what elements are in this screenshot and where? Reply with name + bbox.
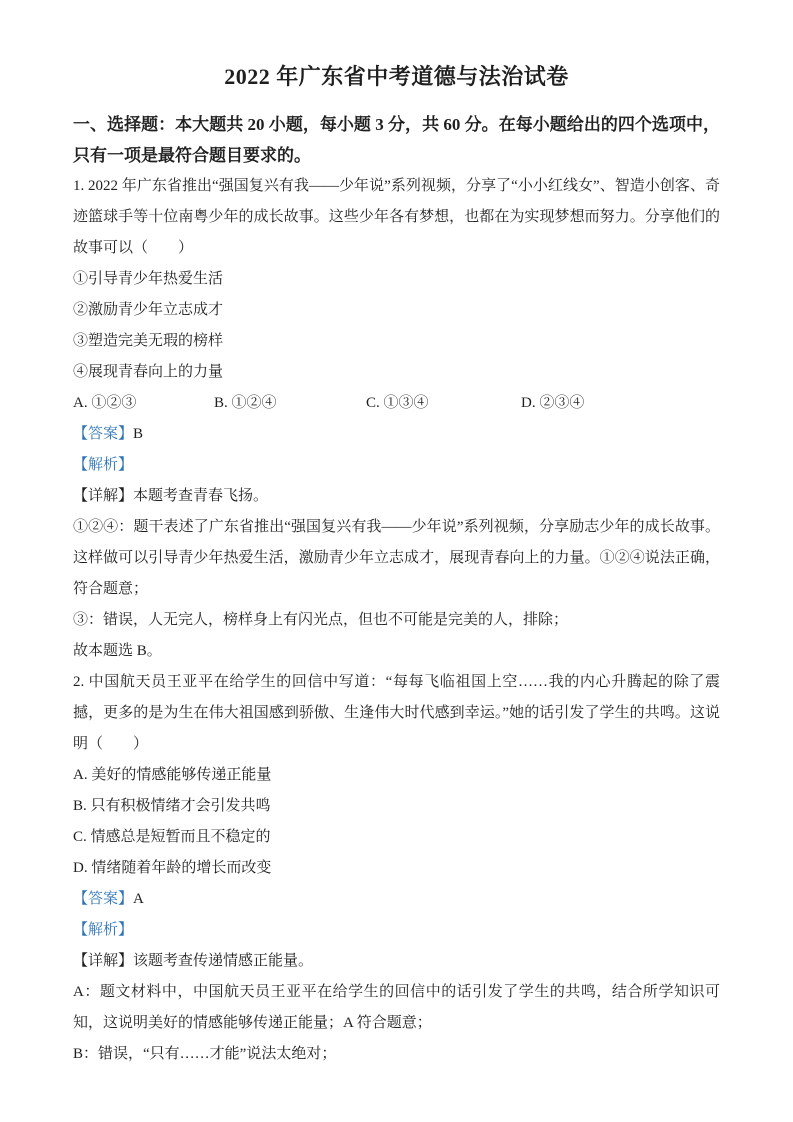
question-1-statement-4: ④展现青春向上的力量 (73, 364, 224, 380)
question-1-answer-value: B (133, 426, 144, 442)
question-2-option-d: D. 情绪随着年龄的增长而改变 (73, 860, 272, 876)
question-1-statement-3: ③塑造完美无瑕的榜样 (73, 333, 224, 349)
question-1-explanation-2: ①②④：题干表述了广东省推出“强国复兴有我——少年说”系列视频，分享励志少年的成长故事。这样做可以引导青少年热爱生活，激励青少年立志成才，展现青春向上的力量。①②④说法正确，符合题意； (73, 519, 720, 597)
question-2-explanation-1: 【详解】该题考查传递情感正能量。 (73, 953, 314, 969)
question-1-stem: 1. 2022 年广东省推出“强国复兴有我——少年说”系列视频，分享了“小小红线女”、智造小创客、奇迹篮球手等十位南粤少年的成长故事。这些少年各有梦想，也都在为实现梦想而努力。分享他们的故事可以（ ） (73, 178, 720, 256)
question-1-answer-line (73, 419, 720, 450)
question-2-stem: 2. 中国航天员王亚平在给学生的回信中写道：“每每飞临祖国上空……我的内心升腾起的除了震撼，更多的是为生在伟大祖国感到骄傲、生逢伟大时代感到幸运。”她的话引发了学生的共鸣。这说明（ ） (73, 674, 720, 752)
question-2-option-c: C. 情感总是短暂而且不稳定的 (73, 829, 271, 845)
answer-label: 【答案】 (73, 426, 134, 442)
question-1-option-c: C. ①③④ (366, 395, 429, 411)
question-2-analysis-label: 【解析】 (73, 922, 134, 938)
question-1-option-b: B. ①②④ (214, 395, 277, 411)
question-1-options-row (73, 388, 720, 419)
question-1-analysis-label: 【解析】 (73, 457, 134, 473)
section-heading: 一、选择题：本大题共 20 小题，每小题 3 分，共 60 分。在每小题给出的四个选项中，只有一项是最符合题目要求的。 (73, 115, 720, 165)
question-2-answer-value: A (133, 891, 144, 907)
question-1-statement-1: ①引导青少年热爱生活 (73, 271, 224, 287)
answer-label: 【答案】 (73, 891, 134, 907)
question-2-explanation-2: A：题文材料中，中国航天员王亚平在给学生的回信中的话引发了学生的共鸣，结合所学知识可知，这说明美好的情感能够传递正能量；A 符合题意； (73, 984, 720, 1031)
question-1-statement-2: ②激励青少年立志成才 (73, 302, 224, 318)
question-2-answer-line (73, 884, 720, 915)
question-1 (73, 171, 720, 667)
question-2-explanation-3: B：错误，“只有……才能”说法太绝对； (73, 1046, 337, 1062)
question-1-explanation-1: 【详解】本题考查青春飞扬。 (73, 488, 269, 504)
question-2 (73, 667, 720, 1070)
question-1-explanation-3: ③：错误，人无完人，榜样身上有闪光点，但也不可能是完美的人，排除； (73, 612, 569, 628)
question-1-option-a: A. ①②③ (73, 395, 137, 411)
page-title: 2022 年广东省中考道德与法治试卷 (224, 64, 569, 89)
question-2-option-b: B. 只有积极情绪才会引发共鸣 (73, 798, 271, 814)
question-1-explanation-4: 故本题选 B。 (73, 643, 162, 659)
question-2-option-a: A. 美好的情感能够传递正能量 (73, 767, 272, 783)
question-1-option-d: D. ②③④ (521, 395, 585, 411)
